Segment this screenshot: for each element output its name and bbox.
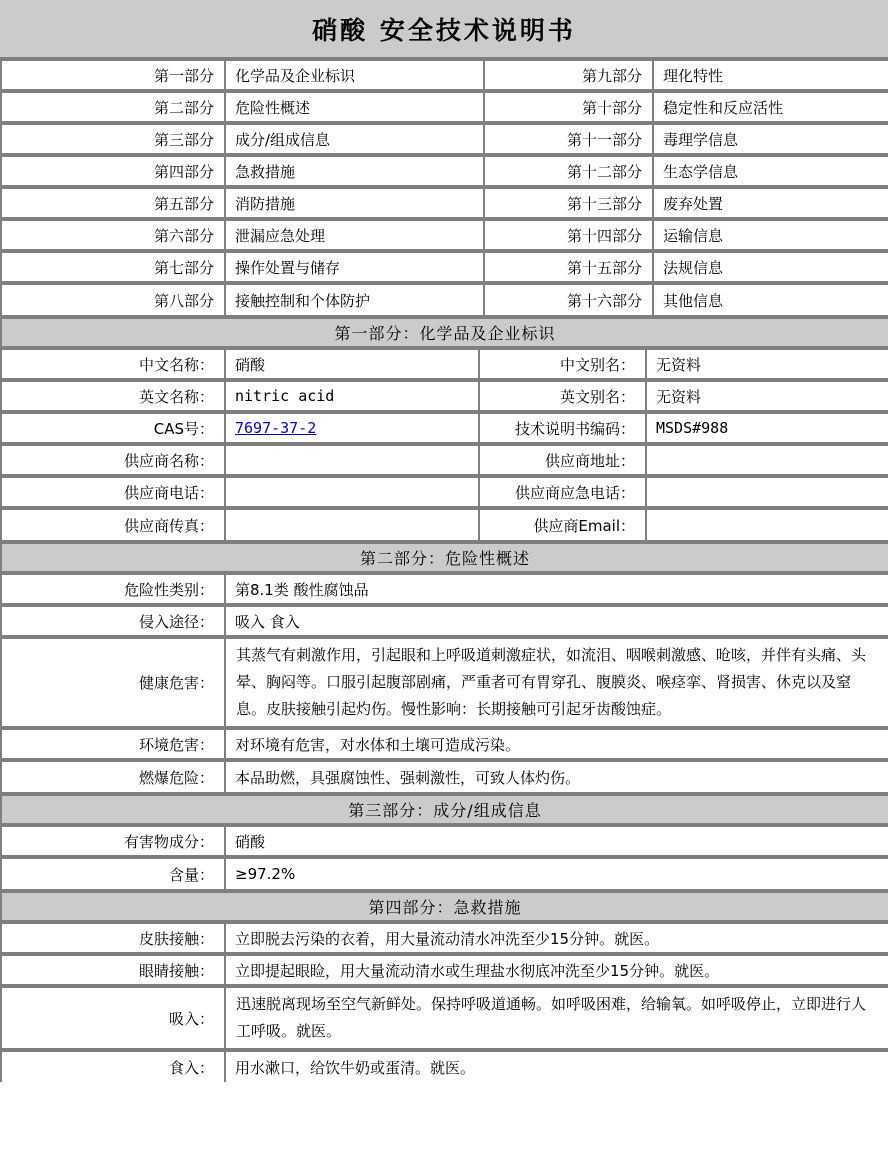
toc-part-title: 泄漏应急处理	[225, 219, 484, 251]
field-value	[646, 508, 888, 540]
toc-row	[1, 91, 888, 123]
field-row	[1, 476, 888, 508]
field-value: 立即脱去污染的衣着，用大量流动清水冲洗至少15分钟。就医。	[225, 922, 888, 954]
field-value: 用水漱口，给饮牛奶或蛋清。就医。	[225, 1050, 888, 1082]
toc-part-number: 第十一部分	[484, 123, 653, 155]
toc-part-number: 第十四部分	[484, 219, 653, 251]
toc-part-title: 理化特性	[653, 59, 888, 91]
toc-part-number: 第五部分	[1, 187, 225, 219]
toc-part-number: 第八部分	[1, 283, 225, 315]
field-label: 供应商传真：	[1, 508, 225, 540]
field-label: 食入：	[1, 1050, 225, 1082]
field-value	[646, 476, 888, 508]
field-label: 环境危害：	[1, 728, 225, 760]
toc-part-title: 其他信息	[653, 283, 888, 315]
field-value: 本品助燃，具强腐蚀性、强刺激性，可致人体灼伤。	[225, 760, 888, 792]
field-value: MSDS#988	[646, 412, 888, 444]
document-title-bar	[0, 0, 888, 57]
field-row	[1, 348, 888, 380]
toc-part-title: 成分/组成信息	[225, 123, 484, 155]
toc-row	[1, 187, 888, 219]
section1-table	[0, 315, 888, 540]
field-value: 无资料	[646, 348, 888, 380]
field-row	[1, 573, 888, 605]
field-label: 中文别名：	[479, 348, 646, 380]
section2-header-row	[1, 542, 888, 573]
field-value	[225, 476, 479, 508]
field-row	[1, 760, 888, 792]
field-label: 燃爆危险：	[1, 760, 225, 792]
field-label: 皮肤接触：	[1, 922, 225, 954]
field-row	[1, 922, 888, 954]
document-title: 硝酸 安全技术说明书	[312, 15, 576, 45]
field-value: 迅速脱离现场至空气新鲜处。保持呼吸道通畅。如呼吸困难，给输氧。如呼吸停止，立即进行人工呼吸。就医。	[225, 986, 888, 1050]
field-value: 无资料	[646, 380, 888, 412]
toc-part-title: 化学品及企业标识	[225, 59, 484, 91]
toc-part-number: 第十二部分	[484, 155, 653, 187]
toc-part-number: 第十部分	[484, 91, 653, 123]
field-label: CAS号：	[1, 412, 225, 444]
toc-part-title: 运输信息	[653, 219, 888, 251]
section3-table	[0, 792, 888, 889]
field-label: 中文名称：	[1, 348, 225, 380]
cas-number-link[interactable]: 7697-37-2	[235, 419, 317, 437]
toc-part-number: 第十六部分	[484, 283, 653, 315]
field-value: nitric acid	[225, 380, 479, 412]
field-label: 供应商名称：	[1, 444, 225, 476]
toc-row	[1, 251, 888, 283]
toc-part-title: 危险性概述	[225, 91, 484, 123]
toc-part-number: 第九部分	[484, 59, 653, 91]
field-row	[1, 637, 888, 728]
field-row	[1, 1050, 888, 1082]
toc-part-number: 第三部分	[1, 123, 225, 155]
field-value: 硝酸	[225, 825, 888, 857]
field-value	[225, 412, 479, 444]
field-label: 供应商电话：	[1, 476, 225, 508]
toc-part-number: 第七部分	[1, 251, 225, 283]
toc-part-title: 消防措施	[225, 187, 484, 219]
toc-part-number: 第六部分	[1, 219, 225, 251]
field-label: 有害物成分：	[1, 825, 225, 857]
toc-part-title: 毒理学信息	[653, 123, 888, 155]
field-value: 第8.1类 酸性腐蚀品	[225, 573, 888, 605]
section4-header: 第四部分：急救措施	[1, 891, 888, 922]
field-value: 其蒸气有刺激作用，引起眼和上呼吸道刺激症状，如流泪、咽喉刺激感、呛咳，并伴有头痛、头晕、胸闷等。口服引起腹部剧痛，严重者可有胃穿孔、腹膜炎、喉痉挛、肾损害、休克以及窒息。皮肤接触引起灼伤。慢性影响：长期接触可引起牙齿酸蚀症。	[225, 637, 888, 728]
toc-row	[1, 155, 888, 187]
toc-part-number: 第十五部分	[484, 251, 653, 283]
field-row	[1, 444, 888, 476]
toc-part-title: 接触控制和个体防护	[225, 283, 484, 315]
field-row	[1, 986, 888, 1050]
toc-part-title: 废弃处置	[653, 187, 888, 219]
section3-header-row	[1, 794, 888, 825]
field-row	[1, 412, 888, 444]
field-label: 供应商应急电话：	[479, 476, 646, 508]
field-row	[1, 605, 888, 637]
toc-part-number: 第一部分	[1, 59, 225, 91]
toc-part-number: 第十三部分	[484, 187, 653, 219]
field-label: 供应商Email：	[479, 508, 646, 540]
toc-part-number: 第二部分	[1, 91, 225, 123]
field-label: 侵入途径：	[1, 605, 225, 637]
field-row	[1, 508, 888, 540]
toc-table	[0, 57, 888, 315]
field-value: ≥97.2%	[225, 857, 888, 889]
field-row	[1, 380, 888, 412]
field-row	[1, 857, 888, 889]
field-label: 英文别名：	[479, 380, 646, 412]
field-label: 英文名称：	[1, 380, 225, 412]
toc-part-title: 操作处置与储存	[225, 251, 484, 283]
section4-table	[0, 889, 888, 1082]
field-value	[646, 444, 888, 476]
field-value: 对环境有危害，对水体和土壤可造成污染。	[225, 728, 888, 760]
field-row	[1, 728, 888, 760]
toc-part-title: 急救措施	[225, 155, 484, 187]
field-label: 眼睛接触：	[1, 954, 225, 986]
field-value	[225, 444, 479, 476]
field-value: 立即提起眼睑，用大量流动清水或生理盐水彻底冲洗至少15分钟。就医。	[225, 954, 888, 986]
section2-table	[0, 540, 888, 792]
field-value: 硝酸	[225, 348, 479, 380]
toc-part-title: 稳定性和反应活性	[653, 91, 888, 123]
field-row	[1, 954, 888, 986]
toc-row	[1, 283, 888, 315]
toc-row	[1, 59, 888, 91]
toc-row	[1, 123, 888, 155]
field-label: 技术说明书编码：	[479, 412, 646, 444]
field-label: 危险性类别：	[1, 573, 225, 605]
field-row	[1, 825, 888, 857]
toc-row	[1, 219, 888, 251]
field-value	[225, 508, 479, 540]
field-value: 吸入 食入	[225, 605, 888, 637]
toc-part-title: 生态学信息	[653, 155, 888, 187]
section1-header: 第一部分：化学品及企业标识	[1, 317, 888, 348]
field-label: 含量：	[1, 857, 225, 889]
section4-header-row	[1, 891, 888, 922]
field-label: 健康危害：	[1, 637, 225, 728]
section1-header-row	[1, 317, 888, 348]
section3-header: 第三部分：成分/组成信息	[1, 794, 888, 825]
field-label: 吸入：	[1, 986, 225, 1050]
field-label: 供应商地址：	[479, 444, 646, 476]
section2-header: 第二部分：危险性概述	[1, 542, 888, 573]
toc-part-title: 法规信息	[653, 251, 888, 283]
toc-part-number: 第四部分	[1, 155, 225, 187]
